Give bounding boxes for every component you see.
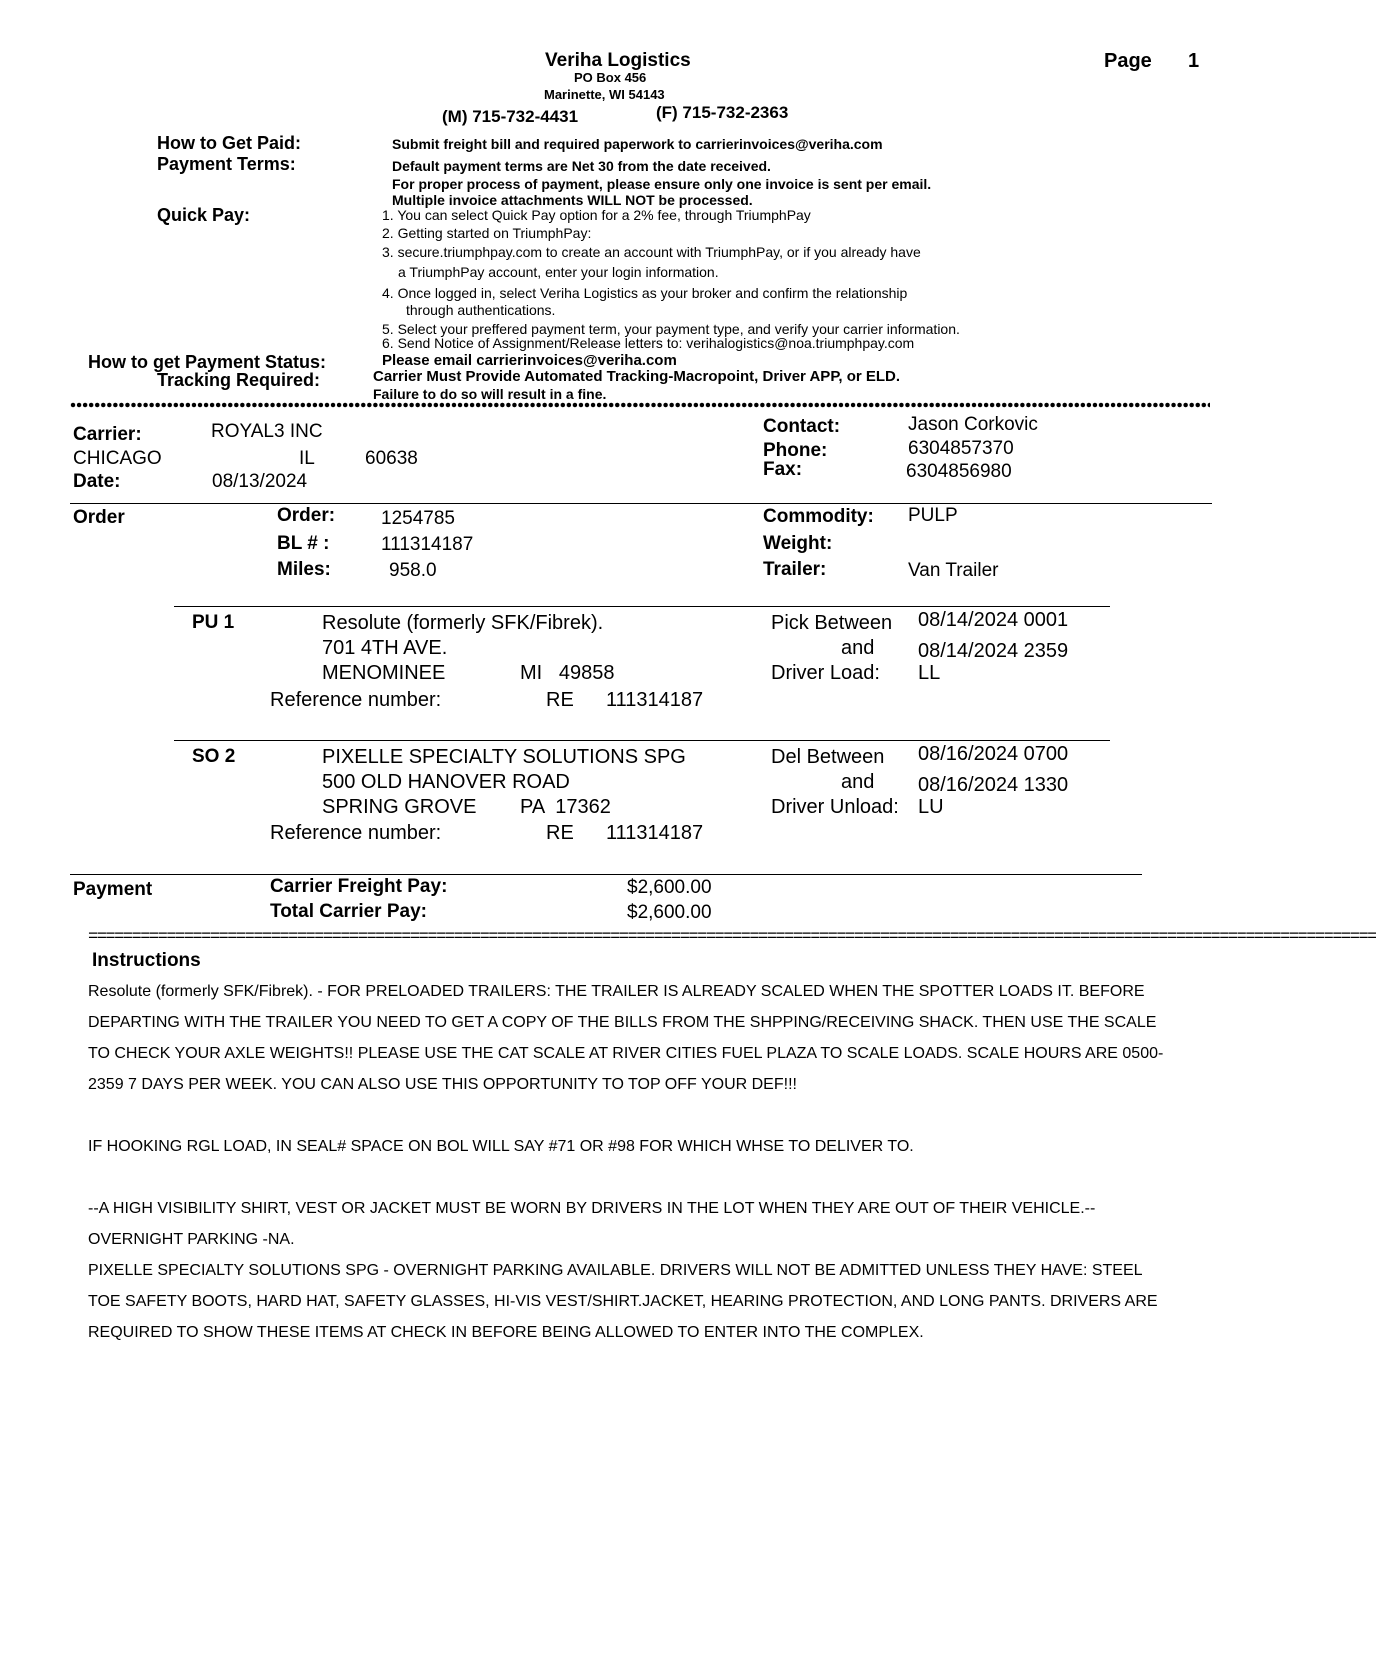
page-label: Page	[1104, 50, 1152, 72]
instruction-paragraph: OVERNIGHT PARKING -NA.	[88, 1231, 295, 1248]
instruction-paragraph: IF HOOKING RGL LOAD, IN SEAL# SPACE ON BOL WILL SAY #71 OR #98 FOR WHICH WHSE TO DELIVER TO.	[88, 1138, 914, 1155]
order-number: 1254785	[381, 508, 455, 529]
stop-1-city: MENOMINEE	[322, 662, 446, 684]
phone-label: Phone:	[763, 440, 828, 461]
tracking-line2: Failure to do so will result in a fine.	[373, 386, 607, 402]
quick-pay-step-6: 6. Send Notice of Assignment/Release letters to: verihalogistics@noa.triumphpay.com	[382, 335, 915, 351]
stop-1-window-label: Pick Between	[771, 612, 893, 634]
stop-1-reference-number: 111314187	[606, 689, 704, 711]
order-number-label: Order:	[277, 505, 336, 526]
date-label: Date:	[73, 471, 121, 492]
stop-1-window-end: 08/14/2024 2359	[918, 640, 1069, 662]
carrier-divider	[70, 503, 1212, 504]
get-paid-text: Submit freight bill and required paperwork to carrierinvoices@veriha.com	[392, 136, 883, 152]
payment-terms-label: Payment Terms:	[157, 154, 296, 174]
fax-value: 6304856980	[906, 461, 1012, 482]
quick-pay-step-1: 1. You can select Quick Pay option for a 2% fee, through TriumphPay	[382, 207, 811, 223]
freight-pay-label: Carrier Freight Pay:	[270, 876, 448, 897]
trailer-value: Van Trailer	[908, 560, 999, 581]
tracking-line1: Carrier Must Provide Automated Tracking-Macropoint, Driver APP, or ELD.	[373, 368, 901, 385]
stop-2-driver-value: LU	[918, 796, 944, 818]
stop-1-divider	[174, 606, 1110, 607]
stop-1-and-label: and	[841, 637, 875, 659]
instruction-paragraph: Resolute (formerly SFK/Fibrek). - FOR PRELOADED TRAILERS: THE TRAILER IS ALREADY SCALED WHEN THE SPOTTER LOADS IT. BEFORE DEPARTING WITH THE TRAILER YOU NEED TO GET A COPY OF THE BILLS FROM THE SHPPING/RECEIVING SHACK. THEN USE THE SCALE TO CHECK YOUR AXLE WEIGHTS!! PLEASE USE THE CAT SCALE AT RIVER CITIES FUEL PLAZA TO SCALE LOADS. SCALE HOURS ARE 0500-2359 7 DAYS PER WEEK. YOU CAN ALSO USE THIS OPPORTUNITY TO TOP OFF YOUR DEF!!!	[88, 983, 1164, 1093]
company-name: Veriha Logistics	[545, 50, 691, 71]
quick-pay-step-4: 4. Once logged in, select Veriha Logistics as your broker and confirm the relationship	[382, 285, 908, 301]
contact-name: Jason Corkovic	[908, 414, 1038, 435]
stop-2-window-start: 08/16/2024 0700	[918, 743, 1069, 765]
stop-2-state-zip: PA 17362	[520, 796, 611, 818]
stop-2-code: SO 2	[192, 746, 236, 767]
quick-pay-step-2: 2. Getting started on TriumphPay:	[382, 225, 592, 241]
po-box: PO Box 456	[574, 70, 647, 85]
fax-phone: (F) 715-732-2363	[656, 103, 789, 122]
instructions-body	[88, 976, 1178, 1348]
page-number: 1	[1188, 50, 1200, 72]
quick-pay-label: Quick Pay:	[157, 205, 251, 225]
stop-2-driver-label: Driver Unload:	[771, 796, 899, 818]
payment-status-text: Please email carrierinvoices@veriha.com	[382, 352, 677, 369]
carrier-zip: 60638	[365, 448, 418, 469]
instructions-title: Instructions	[92, 950, 201, 971]
dotted-divider	[70, 402, 1210, 408]
get-paid-label: How to Get Paid:	[157, 133, 301, 153]
quick-pay-step-3: 3. secure.triumphpay.com to create an account with TriumphPay, or if you already have	[382, 244, 921, 260]
date-value: 08/13/2024	[212, 471, 308, 492]
payment-divider	[70, 874, 1142, 875]
stop-2-window-end: 08/16/2024 1330	[918, 774, 1069, 796]
trailer-label: Trailer:	[763, 559, 827, 580]
fax-label: Fax:	[763, 459, 803, 480]
stop-2-window-label: Del Between	[771, 746, 885, 768]
freight-pay-amount: $2,600.00	[627, 877, 712, 898]
stop-2-and-label: and	[841, 771, 875, 793]
quick-pay-step-3b: a TriumphPay account, enter your login information.	[398, 264, 719, 280]
payment-terms-line2: For proper process of payment, please ensure only one invoice is sent per email.	[392, 176, 932, 192]
carrier-label: Carrier:	[73, 424, 142, 445]
commodity-label: Commodity:	[763, 506, 874, 527]
company-city-state: Marinette, WI 54143	[544, 87, 665, 102]
stop-2-reference-number: 111314187	[606, 822, 704, 844]
stop-1-state-zip: MI 49858	[520, 662, 615, 684]
stop-2-divider	[174, 740, 1110, 741]
payment-terms-line3: Multiple invoice attachments WILL NOT be processed.	[392, 192, 753, 208]
total-pay-label: Total Carrier Pay:	[270, 901, 427, 922]
stop-2-name: PIXELLE SPECIALTY SOLUTIONS SPG	[322, 746, 686, 768]
instruction-paragraph: PIXELLE SPECIALTY SOLUTIONS SPG - OVERNIGHT PARKING AVAILABLE. DRIVERS WILL NOT BE ADMITTED UNLESS THEY HAVE: STEEL TOE SAFETY BOOTS, HARD HAT, SAFETY GLASSES, HI-VIS VEST/SHIRT.JACKET, HEARING PROTECTION, AND LONG PANTS. DRIVERS ARE REQUIRED TO SHOW THESE ITEMS AT CHECK IN BEFORE BEING ALLOWED TO ENTER INTO THE COMPLEX.	[88, 1262, 1158, 1341]
stop-1-window-start: 08/14/2024 0001	[918, 609, 1069, 631]
stop-1-reference-type: RE	[546, 689, 574, 711]
quick-pay-step-4b: through authentications.	[406, 302, 556, 318]
phone-value: 6304857370	[908, 438, 1014, 459]
miles-value: 958.0	[389, 560, 437, 581]
weight-label: Weight:	[763, 533, 833, 554]
stop-2-address: 500 OLD HANOVER ROAD	[322, 771, 570, 793]
bl-label: BL # :	[277, 533, 330, 554]
instruction-paragraph: --A HIGH VISIBILITY SHIRT, VEST OR JACKET MUST BE WORN BY DRIVERS IN THE LOT WHEN THEY ARE OUT OF THEIR VEHICLE.--	[88, 1200, 1096, 1217]
payment-status-label: How to get Payment Status:	[88, 352, 327, 372]
payment-section-label: Payment	[73, 879, 153, 900]
carrier-name: ROYAL3 INC	[211, 421, 323, 442]
total-pay-amount: $2,600.00	[627, 902, 712, 923]
contact-label: Contact:	[763, 416, 841, 437]
carrier-city: CHICAGO	[73, 448, 162, 469]
stop-1-reference-label: Reference number:	[270, 689, 442, 711]
tracking-label: Tracking Required:	[157, 370, 321, 390]
stop-1-driver-label: Driver Load:	[771, 662, 880, 684]
bl-number: 111314187	[381, 534, 474, 555]
quick-pay-step-5: 5. Select your preffered payment term, your payment type, and verify your carrier information.	[382, 321, 960, 337]
miles-label: Miles:	[277, 559, 331, 580]
stop-2-reference-type: RE	[546, 822, 574, 844]
stop-2-city: SPRING GROVE	[322, 796, 477, 818]
stop-1-code: PU 1	[192, 612, 235, 633]
commodity-value: PULP	[908, 505, 958, 526]
carrier-state: IL	[299, 448, 315, 469]
order-section-label: Order	[73, 507, 125, 528]
stop-1-address: 701 4TH AVE.	[322, 637, 448, 659]
stop-1-driver-value: LL	[918, 662, 941, 684]
payment-terms-line1: Default payment terms are Net 30 from the date received.	[392, 158, 771, 174]
main-phone: (M) 715-732-4431	[442, 107, 579, 126]
stop-2-reference-label: Reference number:	[270, 822, 442, 844]
stop-1-name: Resolute (formerly SFK/Fibrek).	[322, 612, 604, 634]
double-line-divider: ====================================================================================================================================================	[88, 928, 1376, 947]
